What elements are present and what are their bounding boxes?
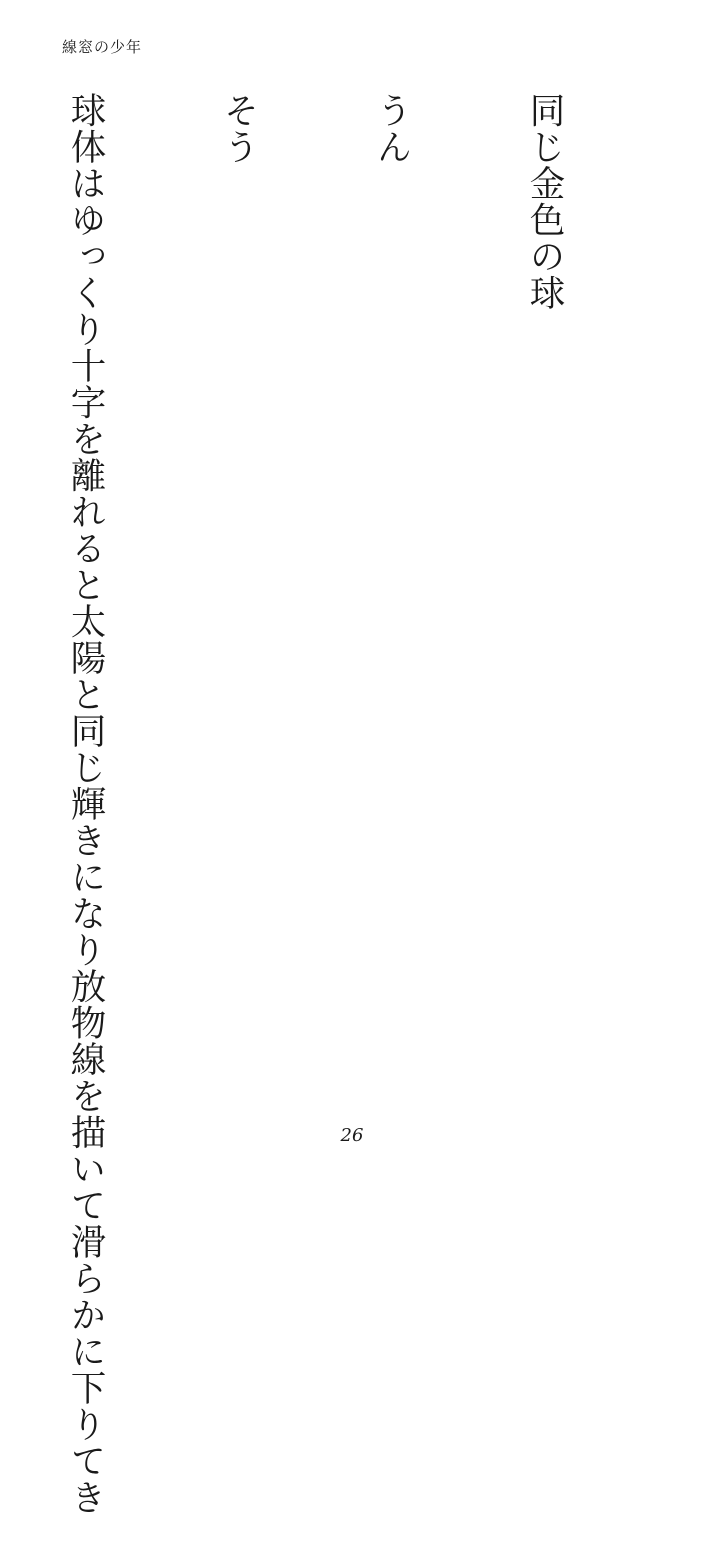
text-line: そう (218, 92, 259, 165)
text-line: 球体はゆっくり十字を離れると太陽と同じ輝きになり放物線を描いて滑らかに下りてき (65, 92, 106, 1516)
text-line: 同じ金色の球 (524, 92, 565, 311)
page-number: 26 (340, 1125, 364, 1146)
text-line: うん (371, 92, 412, 165)
running-head: 線窓の少年 (62, 38, 143, 56)
